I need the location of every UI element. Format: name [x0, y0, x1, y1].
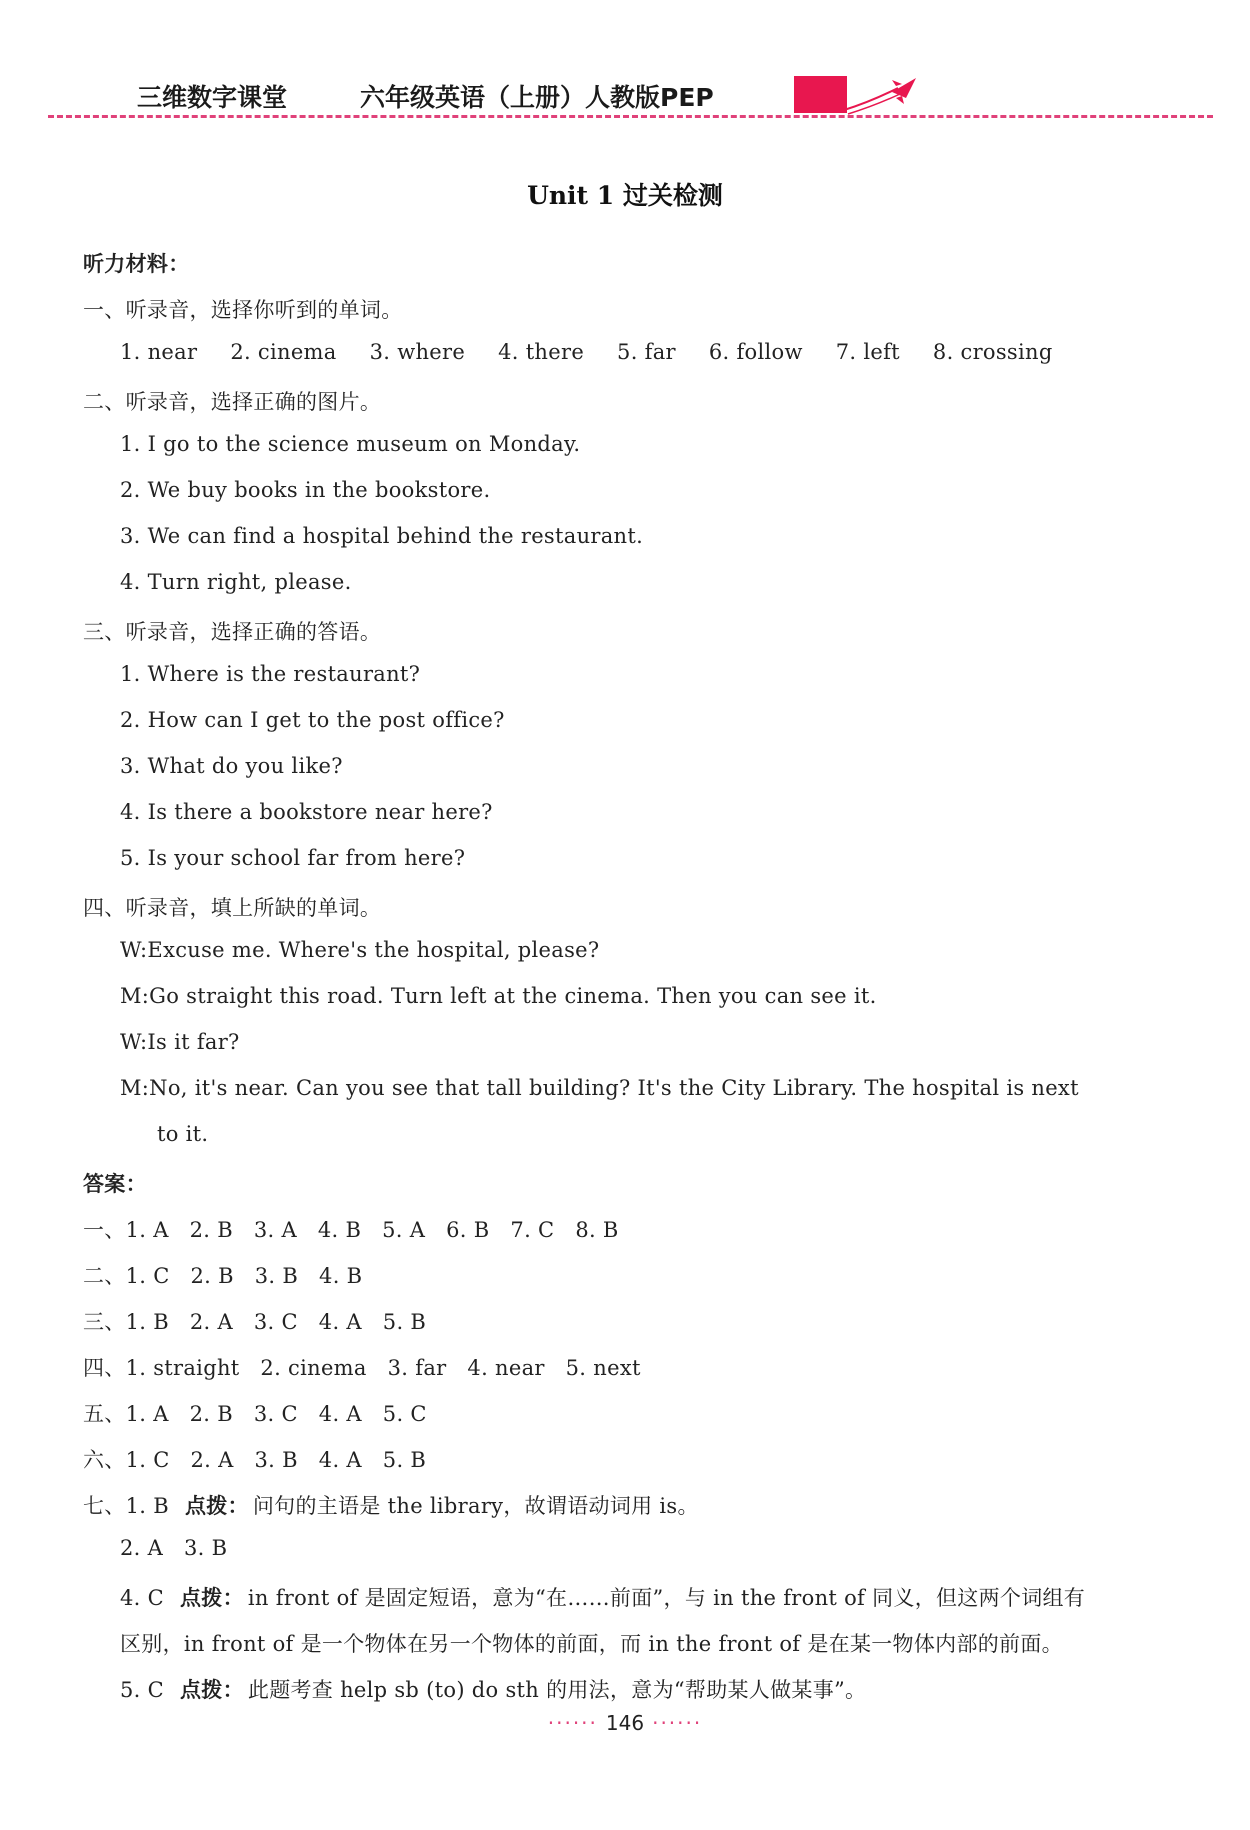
listening-line: 3. What do you like? [120, 754, 343, 778]
header-series-title: 三维数字课堂 [137, 83, 288, 112]
answer-prefix: 七、1. B [83, 1494, 169, 1518]
answer-row: 一、1. A 2. B 3. A 4. B 5. A 6. B 7. C 8. B [83, 1218, 619, 1242]
word-item: 7. left [835, 340, 900, 364]
tip-text: 问句的主语是 the library，故谓语动词用 is。 [252, 1494, 699, 1518]
section-2-heading: 二、听录音，选择正确的图片。 [83, 390, 382, 414]
word-item: 8. crossing [932, 340, 1053, 364]
header-book-title: 六年级英语（上册）人教版PEP [360, 83, 714, 112]
word-item: 5. far [617, 340, 676, 364]
page-header [0, 0, 1250, 130]
section-4-heading: 四、听录音，填上所缺的单词。 [83, 896, 382, 920]
dialogue-line: to it. [157, 1122, 209, 1146]
answer-row-five [120, 1674, 866, 1704]
answer-row: 2. A 3. B [120, 1536, 228, 1560]
page-title: Unit 1 过关检测 [527, 181, 723, 210]
section-3-heading: 三、听录音，选择正确的答语。 [83, 620, 382, 644]
rocket-icon [840, 74, 920, 118]
answer-prefix: 4. C [120, 1586, 164, 1610]
answer-row-four [120, 1582, 1085, 1612]
listening-line: 5. Is your school far from here? [120, 846, 466, 870]
answer-row: 四、1. straight 2. cinema 3. far 4. near 5. next [83, 1356, 641, 1380]
answer-row: 二、1. C 2. B 3. B 4. B [83, 1264, 363, 1288]
tip-text: in front of 是固定短语，意为“在……前面”，与 in the front of 同义，但这两个词组有 [247, 1586, 1086, 1610]
page-number: 146 [605, 1711, 645, 1735]
listening-heading: 听力材料： [83, 252, 190, 276]
section-1-items [120, 340, 1053, 364]
answers-heading: 答案： [83, 1172, 147, 1196]
answer-row-seven [83, 1490, 699, 1520]
listening-line: 4. Turn right, please. [120, 570, 352, 594]
tip-text-continued: 区别，in front of 是一个物体在另一个物体的前面，而 in the front of 是在某一物体内部的前面。 [120, 1632, 1063, 1656]
answer-row: 三、1. B 2. A 3. C 4. A 5. B [83, 1310, 427, 1334]
answer-row: 六、1. C 2. A 3. B 4. A 5. B [83, 1448, 427, 1472]
tip-label: 点拨： [184, 1494, 249, 1518]
tip-label: 点拨： [179, 1678, 244, 1702]
answer-prefix: 5. C [120, 1678, 164, 1702]
tip-text: 此题考查 help sb (to) do sth 的用法，意为“帮助某人做某事”。 [247, 1678, 867, 1702]
word-item: 4. there [498, 340, 585, 364]
dialogue-line: M:Go straight this road. Turn left at the cinema. Then you can see it. [120, 984, 877, 1008]
answer-row: 五、1. A 2. B 3. C 4. A 5. C [83, 1402, 427, 1426]
listening-line: 2. How can I get to the post office? [120, 708, 505, 732]
section-1-heading: 一、听录音，选择你听到的单词。 [83, 298, 403, 322]
listening-line: 3. We can find a hospital behind the restaurant. [120, 524, 644, 548]
listening-line: 4. Is there a bookstore near here? [120, 800, 493, 824]
word-item: 3. where [369, 340, 466, 364]
footer-dots-right: ······ [652, 1711, 703, 1735]
dialogue-line: W:Excuse me. Where's the hospital, please? [120, 938, 600, 962]
word-item: 1. near [120, 340, 198, 364]
dialogue-line: W:Is it far? [120, 1030, 240, 1054]
listening-line: 1. I go to the science museum on Monday. [120, 432, 581, 456]
listening-line: 1. Where is the restaurant? [120, 662, 421, 686]
header-dashed-divider [48, 115, 1213, 118]
listening-line: 2. We buy books in the bookstore. [120, 478, 491, 502]
page-footer [0, 1711, 1250, 1735]
word-item: 6. follow [708, 340, 803, 364]
footer-dots-left: ······ [547, 1711, 598, 1735]
dialogue-line: M:No, it's near. Can you see that tall building? It's the City Library. The hospital is next [120, 1076, 1079, 1100]
word-item: 2. cinema [230, 340, 337, 364]
tip-label: 点拨： [179, 1586, 244, 1610]
